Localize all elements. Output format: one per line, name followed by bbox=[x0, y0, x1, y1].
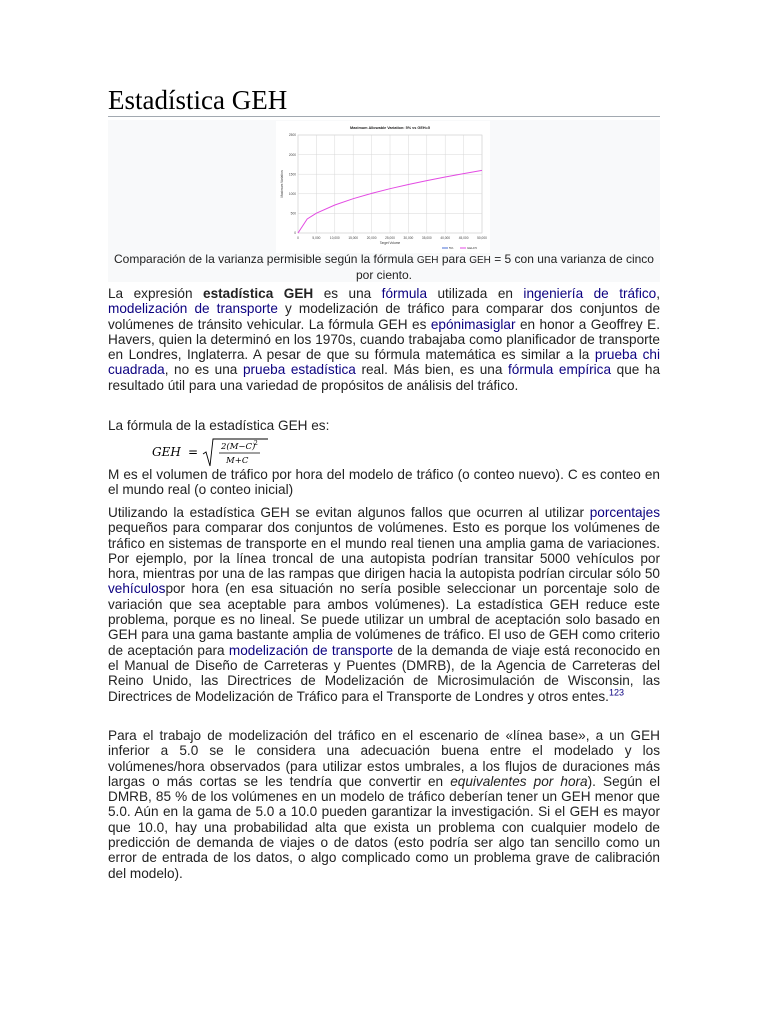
reference-marks[interactable]: 123 bbox=[608, 687, 624, 698]
link-modelizacion-de-transporte-2[interactable]: modelización de transporte bbox=[228, 642, 394, 658]
y-tick-label: 2500 bbox=[288, 133, 296, 138]
y-tick-label: 1000 bbox=[288, 192, 296, 196]
caption-text: Comparación de la varianza permisible según la fórmula bbox=[114, 252, 417, 266]
intro-paragraph bbox=[108, 286, 660, 393]
caption-text: para bbox=[438, 252, 470, 266]
formula-equals: = bbox=[188, 445, 199, 459]
y-tick-label: 1500 bbox=[288, 172, 296, 177]
text: y modelización de tráfico para comparar dos conjuntos de volúmenes de tránsito vehicular. La fórmula GEH es bbox=[108, 301, 660, 332]
caption-geh: GEH bbox=[469, 255, 491, 266]
text: , bbox=[656, 286, 660, 301]
geh-formula bbox=[150, 436, 270, 468]
y-tick-label: 500 bbox=[290, 211, 296, 216]
link-porcentajes[interactable]: porcentajes bbox=[589, 505, 660, 520]
formula-lhs: GEH bbox=[152, 445, 181, 459]
caption-geh: GEH bbox=[416, 255, 439, 266]
legend-label: 5% bbox=[449, 246, 454, 251]
x-axis-label: Target Volume bbox=[379, 241, 401, 245]
y-tick-label: 0 bbox=[294, 231, 296, 236]
link-formula-empirica[interactable]: fórmula empírica bbox=[508, 362, 612, 378]
formula-numerator: 2(M−C) bbox=[221, 442, 256, 452]
text: es una bbox=[313, 286, 382, 301]
x-tick-label: 5,000 bbox=[312, 236, 321, 240]
title-divider bbox=[108, 116, 660, 117]
link-prueba-chi-cuadrada[interactable]: prueba chi cuadrada bbox=[108, 347, 660, 378]
x-tick-label: 15,000 bbox=[348, 236, 359, 240]
x-tick-label: 50,000 bbox=[477, 236, 487, 240]
text: , no es una bbox=[164, 362, 243, 378]
text: que ha resultado útil para una variedad de propósitos de análisis del tráfico. bbox=[108, 362, 661, 393]
y-tick-label: 2000 bbox=[288, 152, 296, 157]
x-tick-label: 30,000 bbox=[403, 236, 414, 240]
text: de la demanda de viaje está reconocido en el Manual de Diseño de Carreteras y Puentes (DMRB), de la Agencia de Carreteras del Reino Unido, las Directrices de Modelización de Microsimulación de Wisconsin, las Directrices de Modelización de Tráfico para el Transporte de Londres y otros entes. bbox=[108, 642, 661, 704]
text: La expresión bbox=[108, 286, 204, 301]
y-axis-label: Maximum Variation bbox=[280, 170, 284, 198]
thresholds-paragraph bbox=[108, 728, 660, 881]
x-tick-label: 20,000 bbox=[366, 236, 377, 240]
link-ingenieria-de-trafico[interactable]: ingeniería de tráfico bbox=[523, 286, 657, 301]
caption-text: = 5 con una varianza de cinco por ciento. bbox=[355, 252, 654, 282]
formula-intro: La fórmula de la estadística GEH es: bbox=[108, 418, 330, 433]
text: utilizada en bbox=[427, 286, 524, 301]
figure-caption bbox=[112, 252, 656, 282]
text: pequeños para comparar dos conjuntos de volúmenes. Esto es porque los volúmenes de tráfico en sistemas de transporte en el mundo real tienen una amplia gama de variaciones. Por ejemplo, por la línea troncal de una autopista podrían transitar 5000 vehículos por hora, mientras por una de las rampas que dirigen hacia la autopista podrían circular sólo 50 bbox=[108, 520, 660, 582]
x-tick-label: 40,000 bbox=[440, 236, 451, 240]
x-tick-label: 35,000 bbox=[421, 236, 432, 240]
variables-paragraph: M es el volumen de tráfico por hora del modelo de tráfico (o conteo nuevo). C es conteo en el mundo real (o conteo inicial) bbox=[108, 467, 660, 498]
legend-label: GEH=5 bbox=[467, 246, 477, 251]
link-eponimasiglar[interactable]: epónimasiglar bbox=[430, 316, 516, 332]
usage-paragraph bbox=[108, 505, 660, 704]
geh-chart bbox=[276, 121, 490, 253]
x-tick-label: 25,000 bbox=[385, 236, 395, 240]
formula-denominator: M+C bbox=[226, 456, 249, 466]
link-prueba-estadistica[interactable]: prueba estadística bbox=[242, 362, 356, 378]
italic-term: equivalentes por hora bbox=[450, 773, 588, 789]
link-formula[interactable]: fórmula bbox=[381, 286, 427, 301]
text: real. Más bien, es una bbox=[355, 362, 508, 378]
link-vehiculos[interactable]: vehículos bbox=[108, 581, 166, 597]
formula-exponent: 2 bbox=[254, 440, 258, 447]
bold-term: estadística GEH bbox=[203, 286, 314, 301]
x-tick-label: 10,000 bbox=[329, 236, 340, 240]
x-tick-label: 0 bbox=[297, 236, 299, 240]
page-title: Estadística GEH bbox=[108, 85, 288, 115]
chart-title: Maximum Allowable Variation: 5% vs GEH=5 bbox=[350, 126, 430, 130]
text: ). Según el DMRB, 85 % de los volúmenes en un modelo de tráfico deberían tener un GEH menor que 5.0. Aún en la gama de 5.0 a 10.0 pueden garantizar la investigación. Si el GEH es mayor que 10.0, hay una probabilidad alta que exista un problema con cualquier modelo de predicción de demanda de viajes o de datos (esto podría ser algo tan sencillo como un error de entrada de los datos, o algo complicado como un problema grave de calibración del modelo). bbox=[108, 773, 660, 881]
link-modelizacion-de-transporte[interactable]: modelización de transporte bbox=[108, 301, 278, 317]
x-tick-label: 45,000 bbox=[458, 236, 469, 240]
text: Utilizando la estadística GEH se evitan algunos fallos que ocurren al utilizar bbox=[108, 505, 590, 520]
text: por hora (en esa situación no sería posible seleccionar un porcentaje solo de variación que sea aceptable para ambos volúmenes). La estadística GEH reduce este problema, porque es no lineal. Se puede utilizar un umbral de aceptación solo basado en GEH para una gama bastante amplia de volúmenes de tráfico. El uso de GEH como criterio de aceptación para bbox=[108, 581, 660, 658]
text: Para el trabajo de modelización del tráfico en el escenario de «línea base», a un GEH inferior a 5.0 se le considera una adecuación buena entre el modelado y los volúmenes/hora observados (para utilizar estos umbrales, a los flujos de duraciones más largas o más cortas se les tendría que convertir en bbox=[108, 728, 660, 789]
text: en honor a Geoffrey E. Havers, quien la determinó en los 1970s, cuando trabajaba como planificador de transporte en Londres, Inglaterra. A pesar de que su fórmula matemática es similar a la bbox=[108, 316, 661, 363]
